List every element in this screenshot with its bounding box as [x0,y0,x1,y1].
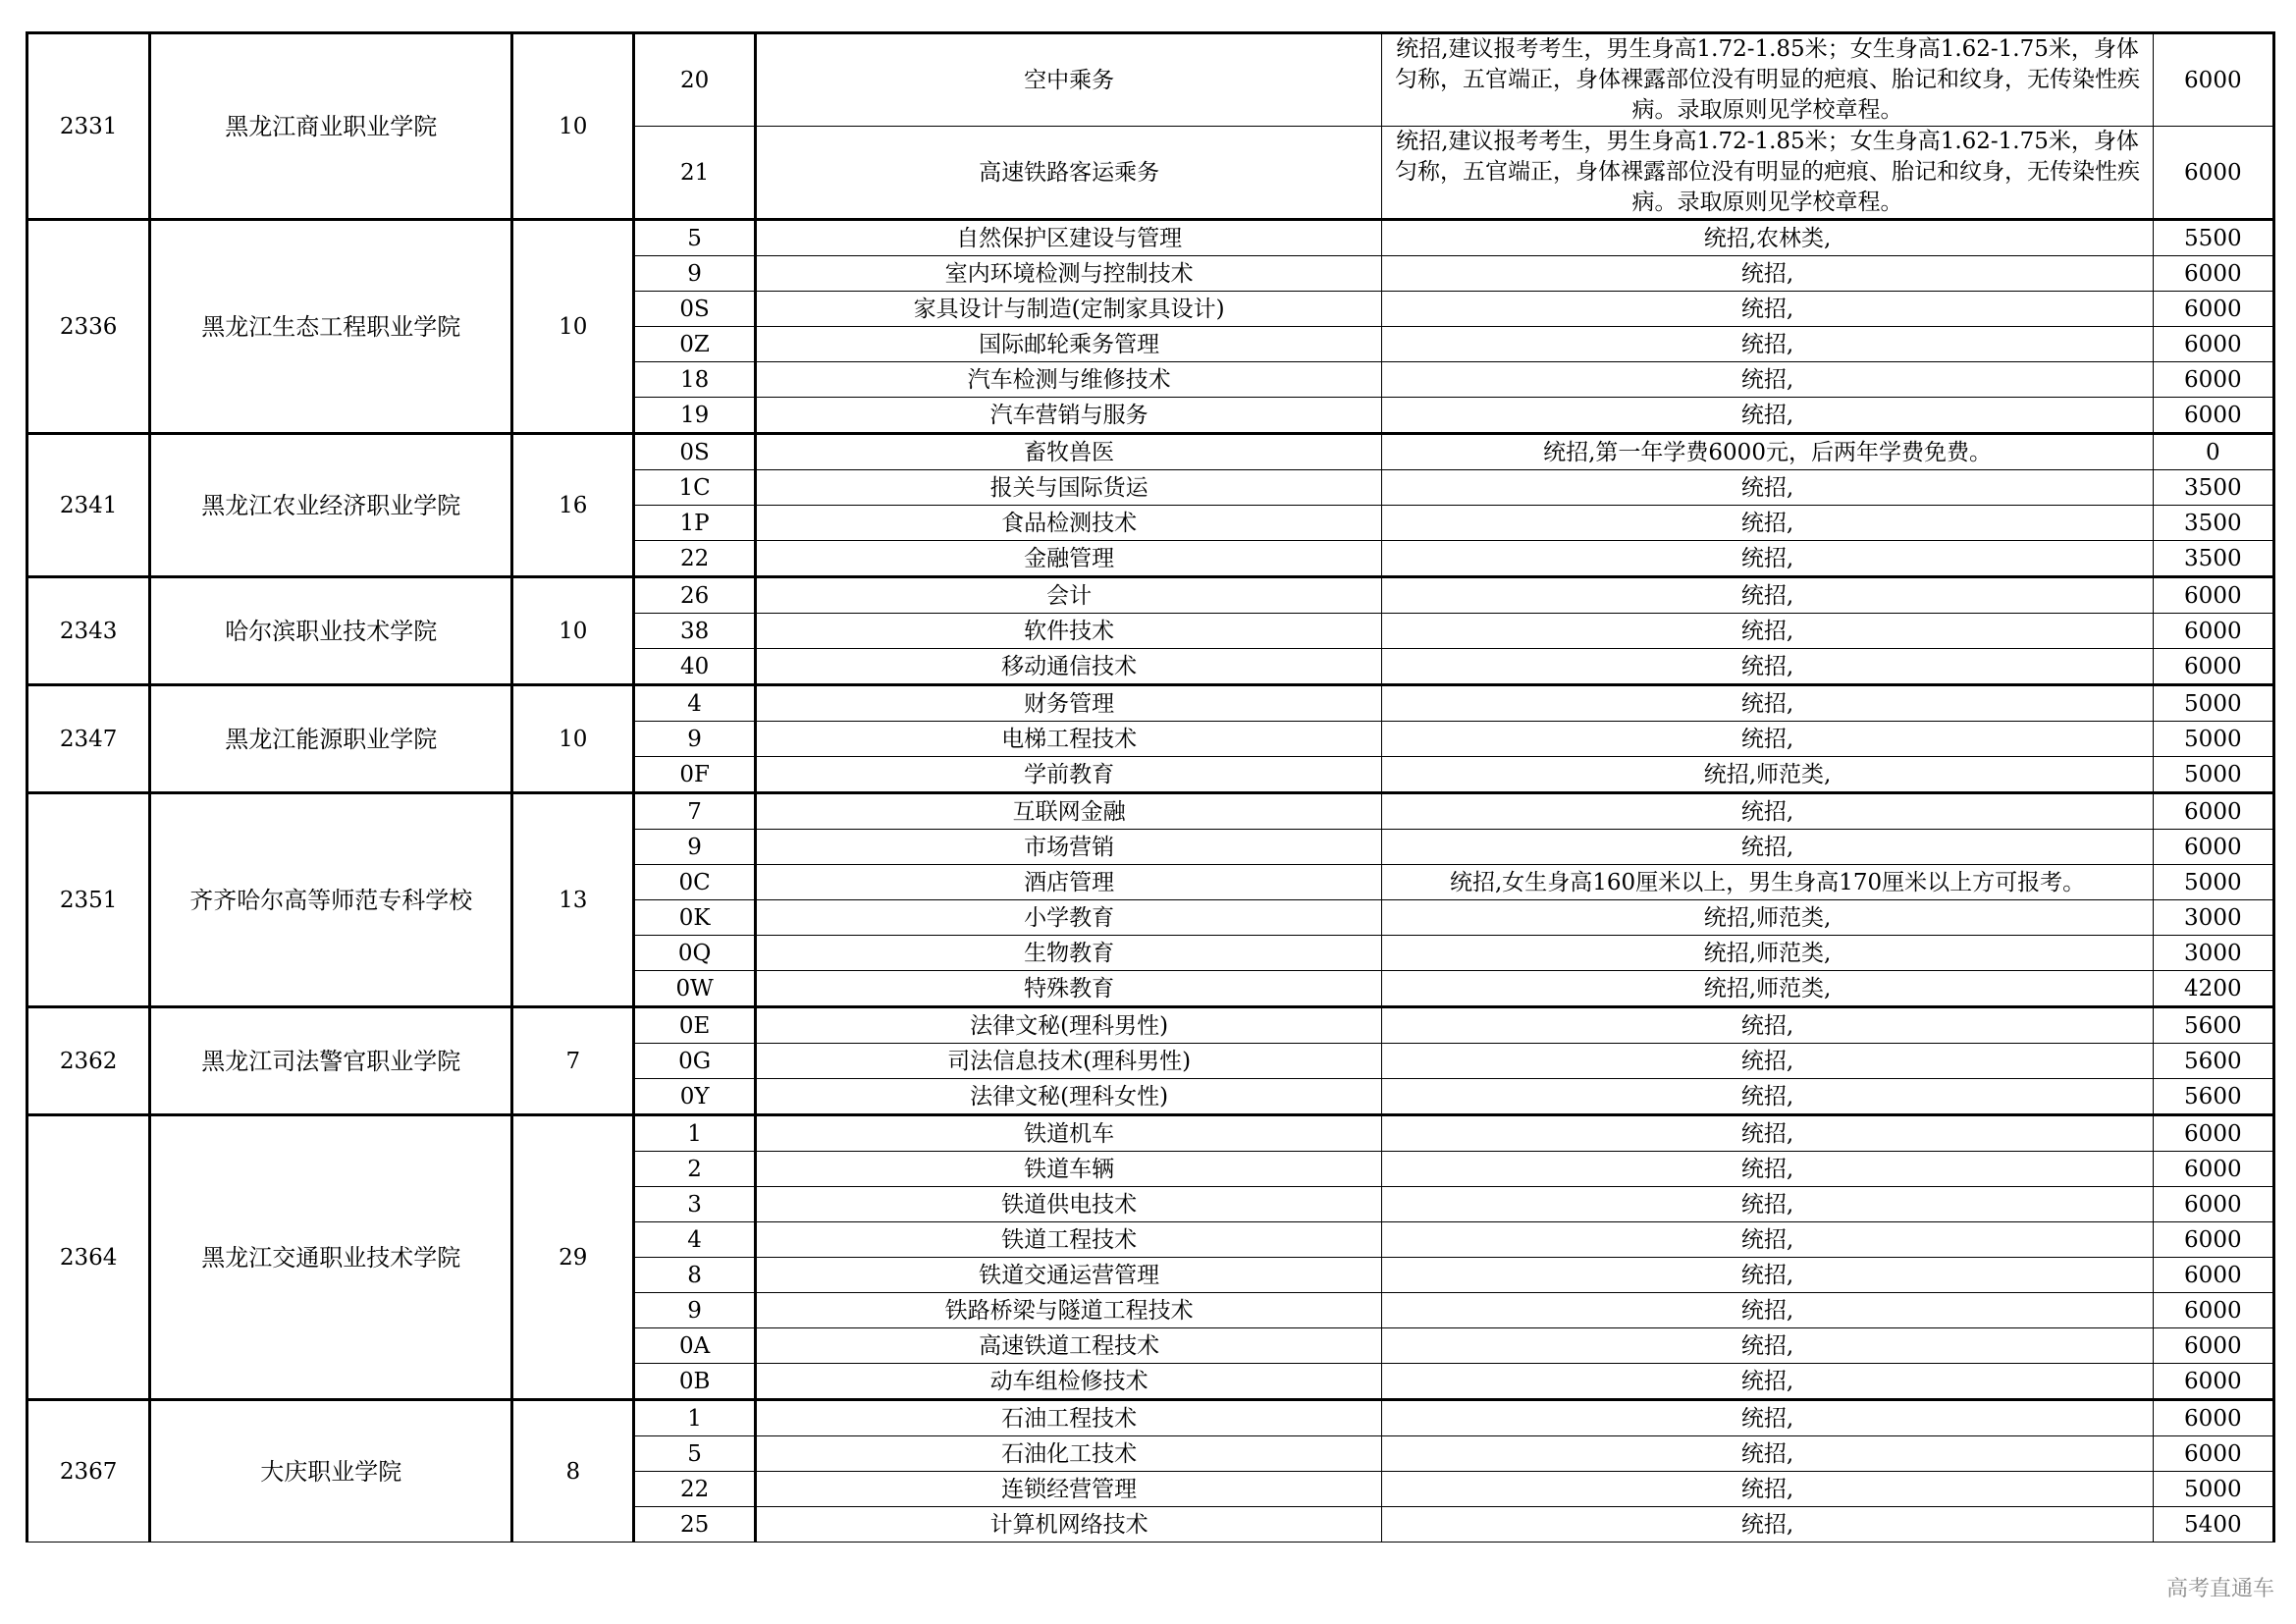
institution-code-cell: 2343 [27,577,150,685]
major-note-cell: 统招, [1382,1507,2153,1543]
institution-code-cell: 2367 [27,1400,150,1543]
plan-count-cell: 7 [512,1007,634,1115]
tuition-fee-cell: 6000 [2153,1364,2273,1400]
major-note-cell: 统招, [1382,1364,2153,1400]
major-code-cell: 22 [634,541,755,577]
tuition-fee-cell: 6000 [2153,577,2273,614]
major-note-cell: 统招,第一年学费6000元，后两年学费免费。 [1382,434,2153,470]
tuition-fee-cell: 4200 [2153,971,2273,1007]
plan-count-cell: 10 [512,33,634,220]
plan-count-cell: 10 [512,220,634,434]
major-name-cell: 移动通信技术 [755,649,1382,685]
table-row [27,33,2274,127]
major-name-cell: 家具设计与制造(定制家具设计) [755,292,1382,327]
tuition-fee-cell: 5000 [2153,685,2273,722]
plan-count-cell: 8 [512,1400,634,1543]
major-code-cell: 0C [634,865,755,900]
major-name-cell: 食品检测技术 [755,506,1382,541]
tuition-fee-cell: 3500 [2153,541,2273,577]
tuition-fee-cell: 3000 [2153,900,2273,936]
table-row [27,793,2274,830]
institution-name-cell: 黑龙江能源职业学院 [150,685,512,793]
tuition-fee-cell: 5000 [2153,1472,2273,1507]
major-note-cell: 统招,建议报考考生，男生身高1.72-1.85米；女生身高1.62-1.75米，身体匀称，五官端正，身体裸露部位没有明显的疤痕、胎记和纹身，无传染性疾病。录取原则见学校章程。 [1382,33,2153,127]
major-note-cell: 统招, [1382,362,2153,398]
major-name-cell: 生物教育 [755,936,1382,971]
major-code-cell: 4 [634,1222,755,1258]
tuition-fee-cell: 6000 [2153,127,2273,220]
institution-code-cell: 2336 [27,220,150,434]
major-code-cell: 7 [634,793,755,830]
major-name-cell: 会计 [755,577,1382,614]
major-note-cell: 统招,女生身高160厘米以上，男生身高170厘米以上方可报考。 [1382,865,2153,900]
major-note-cell: 统招, [1382,1400,2153,1436]
major-name-cell: 高速铁路客运乘务 [755,127,1382,220]
major-name-cell: 铁道车辆 [755,1152,1382,1187]
major-note-cell: 统招, [1382,1152,2153,1187]
major-name-cell: 室内环境检测与控制技术 [755,256,1382,292]
major-code-cell: 9 [634,722,755,757]
institution-name-cell: 哈尔滨职业技术学院 [150,577,512,685]
table-row [27,220,2274,256]
major-code-cell: 40 [634,649,755,685]
major-code-cell: 9 [634,1293,755,1328]
tuition-fee-cell: 5400 [2153,1507,2273,1543]
tuition-fee-cell: 6000 [2153,256,2273,292]
tuition-fee-cell: 6000 [2153,614,2273,649]
table-row [27,577,2274,614]
tuition-fee-cell: 6000 [2153,362,2273,398]
tuition-fee-cell: 6000 [2153,1258,2273,1293]
major-name-cell: 铁道机车 [755,1115,1382,1152]
major-code-cell: 0W [634,971,755,1007]
institution-name-cell: 黑龙江交通职业技术学院 [150,1115,512,1400]
major-name-cell: 小学教育 [755,900,1382,936]
tuition-fee-cell: 6000 [2153,1152,2273,1187]
tuition-fee-cell: 6000 [2153,1436,2273,1472]
major-name-cell: 畜牧兽医 [755,434,1382,470]
tuition-fee-cell: 3500 [2153,470,2273,506]
table-row [27,1400,2274,1436]
major-name-cell: 空中乘务 [755,33,1382,127]
major-name-cell: 汽车营销与服务 [755,398,1382,434]
major-note-cell: 统招, [1382,327,2153,362]
major-code-cell: 0B [634,1364,755,1400]
major-code-cell: 1C [634,470,755,506]
institution-code-cell: 2341 [27,434,150,577]
institution-name-cell: 黑龙江司法警官职业学院 [150,1007,512,1115]
tuition-fee-cell: 6000 [2153,1400,2273,1436]
major-code-cell: 0Z [634,327,755,362]
institution-code-cell: 2331 [27,33,150,220]
tuition-fee-cell: 6000 [2153,1115,2273,1152]
tuition-fee-cell: 3000 [2153,936,2273,971]
tuition-fee-cell: 5000 [2153,722,2273,757]
tuition-fee-cell: 5500 [2153,220,2273,256]
tuition-fee-cell: 5000 [2153,757,2273,793]
major-note-cell: 统招, [1382,1044,2153,1079]
major-note-cell: 统招, [1382,1258,2153,1293]
major-note-cell: 统招, [1382,1328,2153,1364]
major-code-cell: 1 [634,1400,755,1436]
tuition-fee-cell: 5600 [2153,1079,2273,1115]
major-note-cell: 统招,师范类, [1382,971,2153,1007]
major-note-cell: 统招, [1382,722,2153,757]
major-note-cell: 统招, [1382,649,2153,685]
major-note-cell: 统招,师范类, [1382,757,2153,793]
institution-name-cell: 黑龙江农业经济职业学院 [150,434,512,577]
table-row [27,685,2274,722]
tuition-fee-cell: 6000 [2153,830,2273,865]
major-name-cell: 财务管理 [755,685,1382,722]
major-name-cell: 铁道供电技术 [755,1187,1382,1222]
major-note-cell: 统招, [1382,1472,2153,1507]
institution-code-cell: 2362 [27,1007,150,1115]
institution-name-cell: 黑龙江生态工程职业学院 [150,220,512,434]
major-note-cell: 统招, [1382,614,2153,649]
tuition-fee-cell: 6000 [2153,1328,2273,1364]
tuition-fee-cell: 6000 [2153,1293,2273,1328]
major-note-cell: 统招, [1382,470,2153,506]
major-note-cell: 统招, [1382,1079,2153,1115]
tuition-fee-cell: 5600 [2153,1044,2273,1079]
major-name-cell: 石油化工技术 [755,1436,1382,1472]
major-code-cell: 2 [634,1152,755,1187]
major-name-cell: 互联网金融 [755,793,1382,830]
major-code-cell: 5 [634,220,755,256]
tuition-fee-cell: 3500 [2153,506,2273,541]
plan-count-cell: 10 [512,685,634,793]
tuition-fee-cell: 6000 [2153,327,2273,362]
major-code-cell: 0Q [634,936,755,971]
major-note-cell: 统招,师范类, [1382,900,2153,936]
major-code-cell: 0E [634,1007,755,1044]
major-code-cell: 21 [634,127,755,220]
major-name-cell: 铁路桥梁与隧道工程技术 [755,1293,1382,1328]
table-row [27,1007,2274,1044]
major-name-cell: 报关与国际货运 [755,470,1382,506]
table-body [27,33,2274,1543]
major-note-cell: 统招, [1382,577,2153,614]
tuition-fee-cell: 6000 [2153,33,2273,127]
major-name-cell: 连锁经营管理 [755,1472,1382,1507]
plan-count-cell: 16 [512,434,634,577]
major-code-cell: 0S [634,434,755,470]
major-name-cell: 特殊教育 [755,971,1382,1007]
major-code-cell: 0Y [634,1079,755,1115]
major-note-cell: 统招, [1382,685,2153,722]
major-code-cell: 5 [634,1436,755,1472]
major-code-cell: 26 [634,577,755,614]
major-code-cell: 1 [634,1115,755,1152]
major-code-cell: 0A [634,1328,755,1364]
major-note-cell: 统招, [1382,1007,2153,1044]
major-code-cell: 9 [634,256,755,292]
major-note-cell: 统招, [1382,1293,2153,1328]
major-note-cell: 统招, [1382,506,2153,541]
tuition-fee-cell: 0 [2153,434,2273,470]
institution-code-cell: 2347 [27,685,150,793]
major-name-cell: 法律文秘(理科男性) [755,1007,1382,1044]
table-row [27,434,2274,470]
major-note-cell: 统招, [1382,1222,2153,1258]
major-code-cell: 0G [634,1044,755,1079]
major-name-cell: 金融管理 [755,541,1382,577]
tuition-fee-cell: 6000 [2153,793,2273,830]
major-code-cell: 20 [634,33,755,127]
major-code-cell: 19 [634,398,755,434]
major-name-cell: 铁道交通运营管理 [755,1258,1382,1293]
major-name-cell: 高速铁道工程技术 [755,1328,1382,1364]
major-code-cell: 18 [634,362,755,398]
major-name-cell: 石油工程技术 [755,1400,1382,1436]
major-code-cell: 22 [634,1472,755,1507]
major-code-cell: 0F [634,757,755,793]
major-note-cell: 统招, [1382,793,2153,830]
major-code-cell: 0K [634,900,755,936]
major-name-cell: 铁道工程技术 [755,1222,1382,1258]
major-note-cell: 统招, [1382,256,2153,292]
major-note-cell: 统招, [1382,1115,2153,1152]
major-note-cell: 统招, [1382,1436,2153,1472]
major-code-cell: 4 [634,685,755,722]
major-name-cell: 学前教育 [755,757,1382,793]
major-note-cell: 统招, [1382,398,2153,434]
major-name-cell: 动车组检修技术 [755,1364,1382,1400]
tuition-fee-cell: 5000 [2153,865,2273,900]
admissions-table [26,31,2275,1543]
major-code-cell: 3 [634,1187,755,1222]
major-note-cell: 统招,农林类, [1382,220,2153,256]
major-note-cell: 统招, [1382,1187,2153,1222]
major-name-cell: 软件技术 [755,614,1382,649]
plan-count-cell: 13 [512,793,634,1007]
tuition-fee-cell: 6000 [2153,1222,2273,1258]
major-code-cell: 38 [634,614,755,649]
institution-name-cell: 黑龙江商业职业学院 [150,33,512,220]
tuition-fee-cell: 5600 [2153,1007,2273,1044]
major-code-cell: 8 [634,1258,755,1293]
major-name-cell: 酒店管理 [755,865,1382,900]
institution-name-cell: 大庆职业学院 [150,1400,512,1543]
plan-count-cell: 29 [512,1115,634,1400]
watermark-text: 高考直通车 [2165,1577,2274,1601]
major-name-cell: 计算机网络技术 [755,1507,1382,1543]
tuition-fee-cell: 6000 [2153,292,2273,327]
major-name-cell: 自然保护区建设与管理 [755,220,1382,256]
plan-count-cell: 10 [512,577,634,685]
tuition-fee-cell: 6000 [2153,398,2273,434]
major-code-cell: 0S [634,292,755,327]
major-name-cell: 国际邮轮乘务管理 [755,327,1382,362]
major-name-cell: 汽车检测与维修技术 [755,362,1382,398]
major-note-cell: 统招,建议报考考生，男生身高1.72-1.85米；女生身高1.62-1.75米，身体匀称，五官端正，身体裸露部位没有明显的疤痕、胎记和纹身，无传染性疾病。录取原则见学校章程。 [1382,127,2153,220]
major-note-cell: 统招, [1382,830,2153,865]
tuition-fee-cell: 6000 [2153,1187,2273,1222]
institution-name-cell: 齐齐哈尔高等师范专科学校 [150,793,512,1007]
major-code-cell: 9 [634,830,755,865]
major-name-cell: 法律文秘(理科女性) [755,1079,1382,1115]
major-name-cell: 司法信息技术(理科男性) [755,1044,1382,1079]
major-code-cell: 1P [634,506,755,541]
institution-code-cell: 2351 [27,793,150,1007]
major-name-cell: 市场营销 [755,830,1382,865]
major-note-cell: 统招,师范类, [1382,936,2153,971]
major-note-cell: 统招, [1382,292,2153,327]
major-code-cell: 25 [634,1507,755,1543]
major-note-cell: 统招, [1382,541,2153,577]
institution-code-cell: 2364 [27,1115,150,1400]
major-name-cell: 电梯工程技术 [755,722,1382,757]
tuition-fee-cell: 6000 [2153,649,2273,685]
table-row [27,1115,2274,1152]
